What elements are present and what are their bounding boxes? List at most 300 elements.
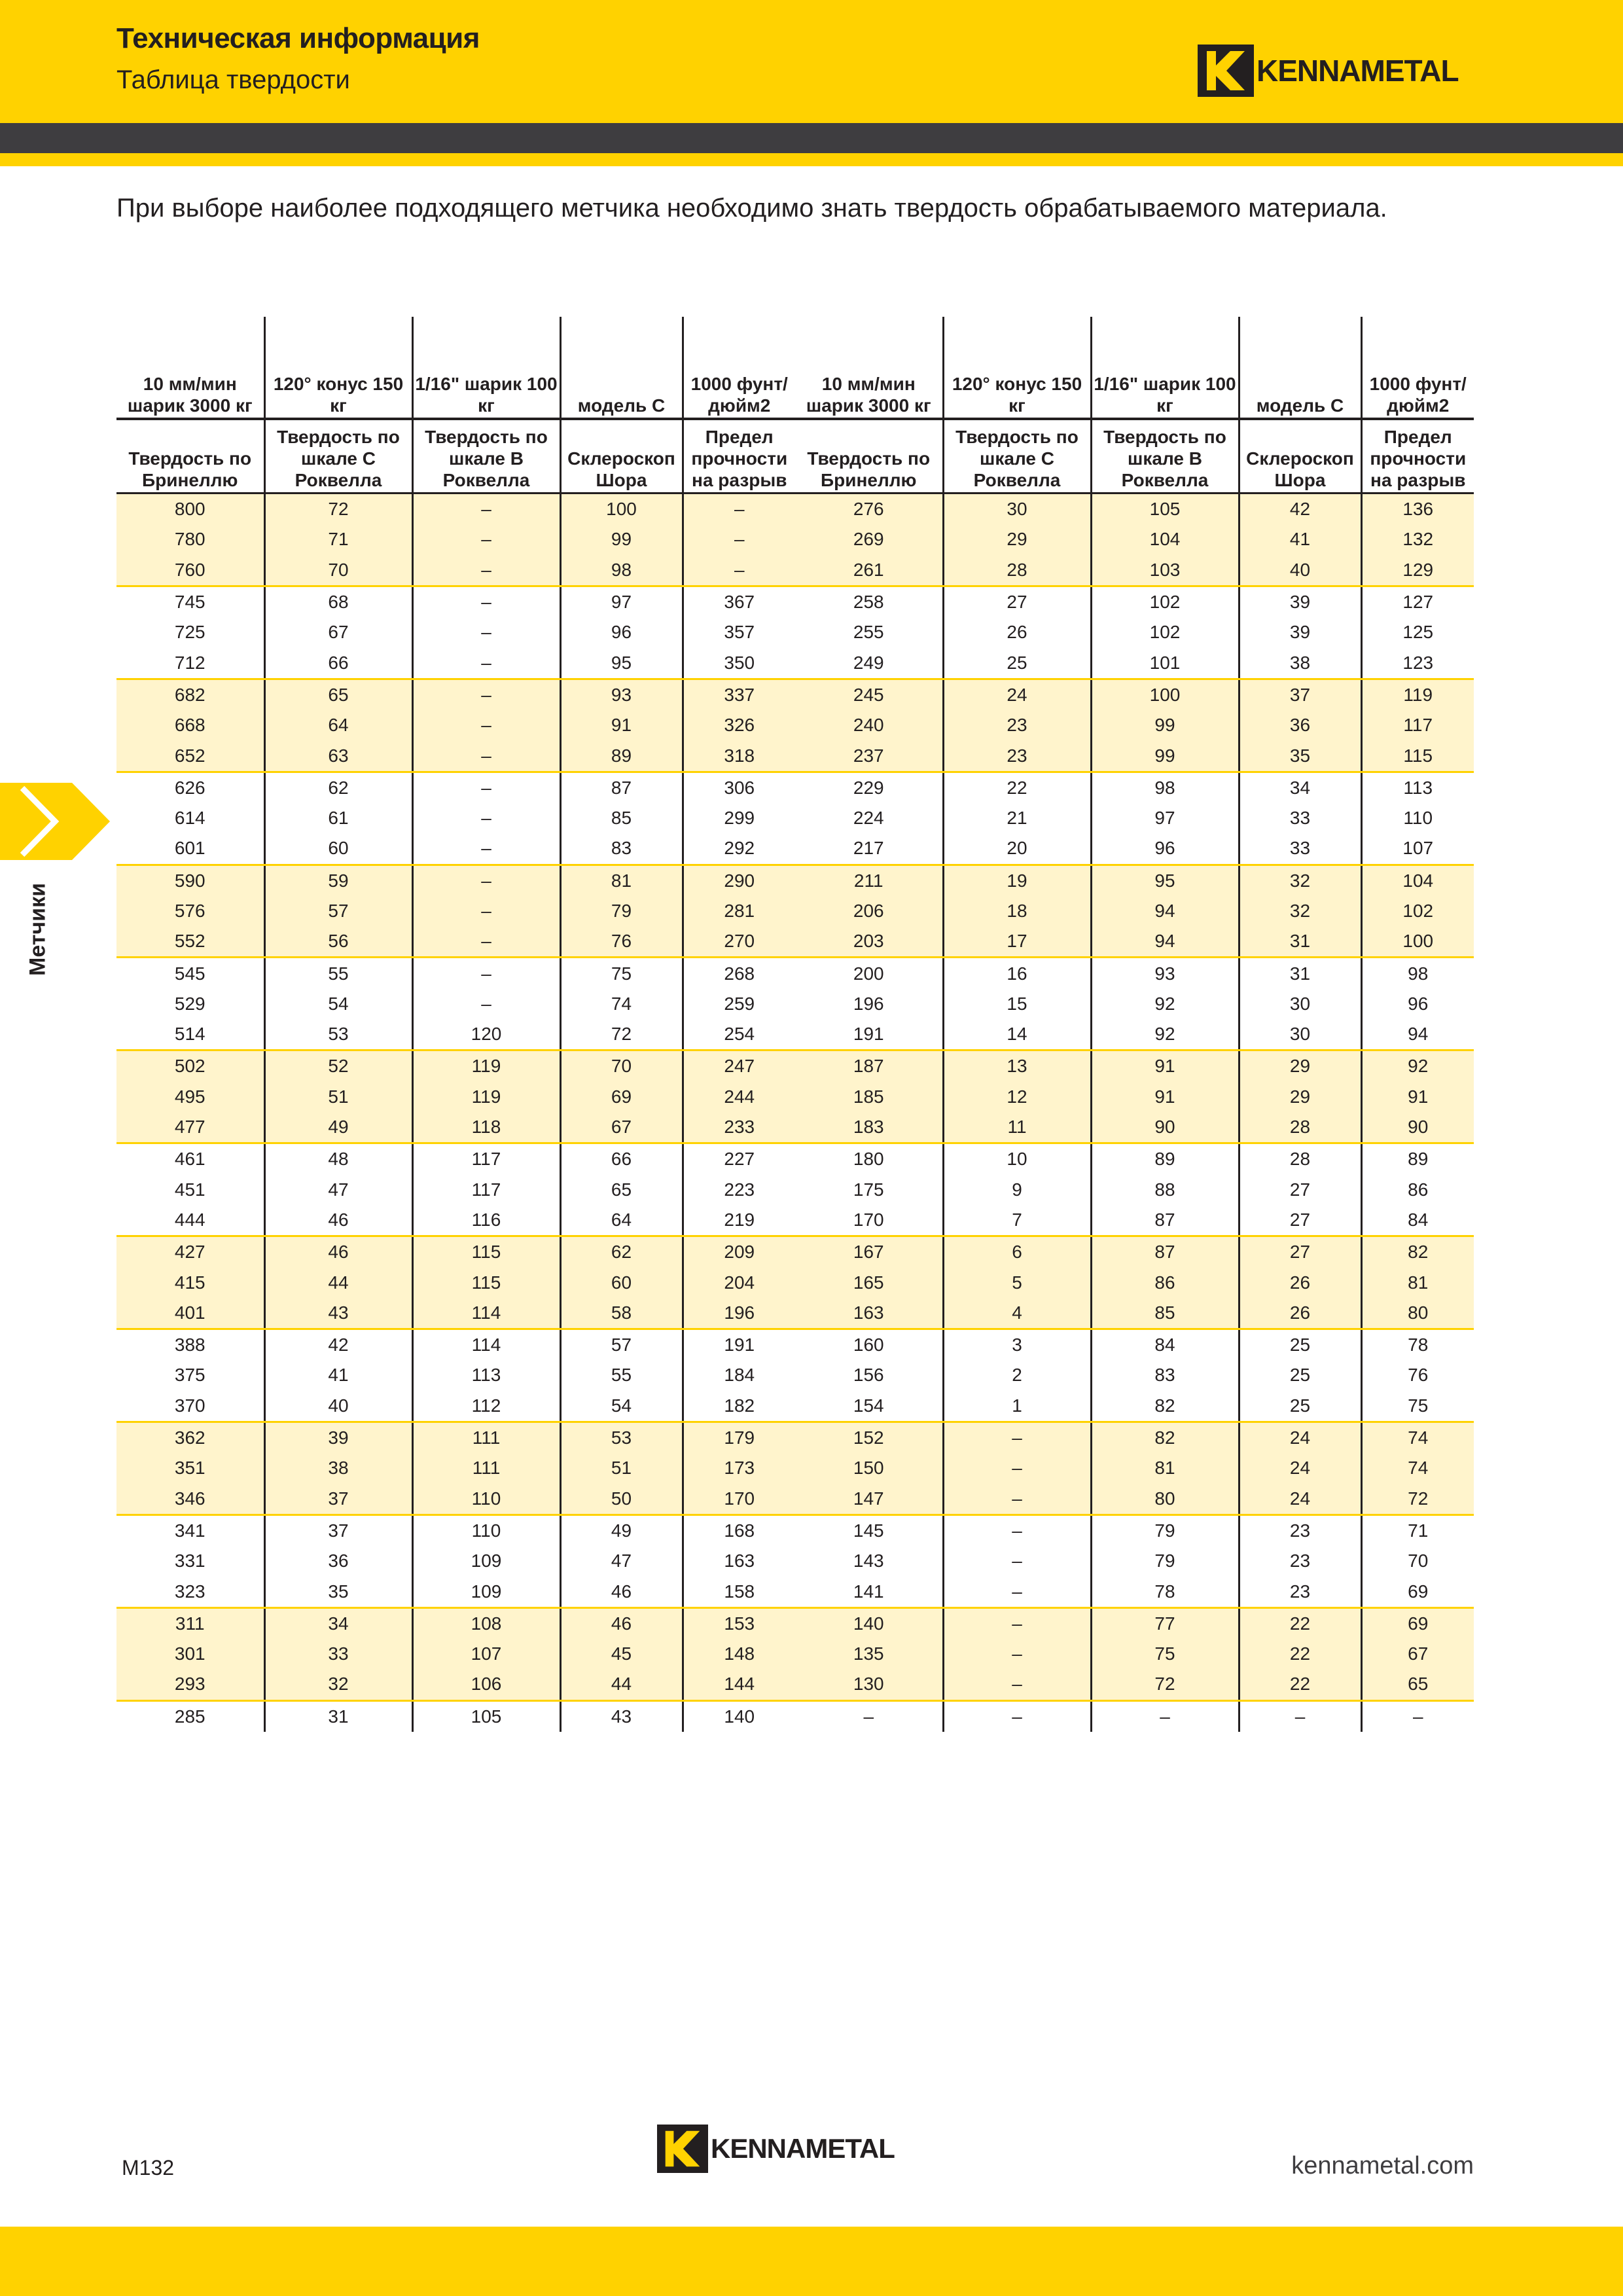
table-cell: – (412, 740, 560, 772)
table-cell: 82 (1091, 1422, 1239, 1453)
table-cell: 276 (795, 493, 943, 525)
table-cell: 427 (116, 1236, 264, 1268)
table-cell: 116 (412, 1205, 560, 1236)
table-cell: 78 (1091, 1576, 1239, 1607)
table-cell: 108 (412, 1607, 560, 1639)
table-row (116, 1669, 1474, 1700)
table-row (116, 1298, 1474, 1329)
table-cell: 33 (264, 1639, 412, 1669)
table-cell: 104 (1091, 524, 1239, 554)
table-cell: – (412, 493, 560, 525)
table-cell: 52 (264, 1050, 412, 1082)
table-cell: 306 (724, 777, 755, 798)
table-cell: 22 (1239, 1639, 1361, 1669)
table-row (116, 1607, 1474, 1639)
table-cell: 219 (683, 1205, 795, 1236)
table-cell: 111 (412, 1453, 560, 1483)
table-cell: – (683, 555, 795, 586)
table-cell: 119 (412, 1082, 560, 1112)
table-cell: 99 (1091, 740, 1239, 772)
table-cell: 229 (795, 772, 943, 803)
table-cell: 158 (683, 1576, 795, 1607)
table-cell: – (1091, 1700, 1239, 1732)
table-cell: 290 (683, 865, 795, 896)
side-tab-label: Метчики (25, 883, 50, 976)
table-cell: 299 (724, 808, 755, 829)
table-cell: 83 (560, 833, 683, 865)
table-cell: 258 (795, 586, 943, 617)
table-cell: 53 (264, 1019, 412, 1050)
table-cell: 576 (116, 896, 264, 926)
table-cell: 143 (795, 1546, 943, 1576)
column-scale-header: Твердость по шкале C Роквелла (943, 419, 1091, 493)
table-cell: 22 (1239, 1607, 1361, 1639)
table-cell: 105 (412, 1700, 560, 1732)
table-cell: 66 (264, 647, 412, 679)
table-cell: 135 (795, 1639, 943, 1669)
table-cell: 89 (1408, 1149, 1429, 1170)
table-cell: 24 (943, 679, 1091, 710)
table-cell: 62 (560, 1236, 683, 1268)
table-cell: 1 (943, 1391, 1091, 1422)
table-cell: 25 (1239, 1329, 1361, 1361)
table-cell: 119 (1361, 679, 1474, 710)
table-cell: 28 (1239, 1112, 1361, 1143)
table-cell: 11 (943, 1112, 1091, 1143)
table-cell: – (412, 617, 560, 647)
table-cell: 123 (1361, 647, 1474, 679)
table-cell: 203 (795, 926, 943, 958)
table-cell: 163 (795, 1298, 943, 1329)
table-row (116, 617, 1474, 647)
table-cell: 35 (1239, 740, 1361, 772)
table-cell: 156 (795, 1360, 943, 1390)
table-cell: 46 (560, 1607, 683, 1639)
table-cell: – (943, 1515, 1091, 1546)
kennametal-footer-logo (657, 2125, 895, 2173)
table-cell: 130 (795, 1669, 943, 1700)
table-cell: 495 (116, 1082, 264, 1112)
table-cell: 82 (1091, 1391, 1239, 1422)
table-cell: 83 (1091, 1360, 1239, 1390)
table-cell: 102 (1091, 617, 1239, 647)
table-cell: 92 (1091, 1019, 1239, 1050)
table-cell: 98 (1091, 772, 1239, 803)
table-cell: 254 (683, 1019, 795, 1050)
table-cell: 33 (1239, 803, 1361, 833)
table-cell: 44 (264, 1267, 412, 1297)
table-cell: 150 (795, 1453, 943, 1483)
table-cell: 204 (683, 1267, 795, 1297)
table-cell: 84 (1091, 1329, 1239, 1361)
table-cell: 44 (560, 1669, 683, 1700)
table-cell: 90 (1361, 1112, 1474, 1143)
table-row (116, 1391, 1474, 1422)
table-cell: 160 (795, 1329, 943, 1361)
table-cell: 39 (264, 1422, 412, 1453)
table-cell: 27 (1239, 1205, 1361, 1236)
table-cell: 249 (795, 647, 943, 679)
table-cell: 144 (683, 1669, 795, 1700)
table-cell: 18 (943, 896, 1091, 926)
table-cell: 115 (412, 1267, 560, 1297)
table-cell: 96 (560, 617, 683, 647)
table-cell: – (943, 1700, 1091, 1732)
table-cell: 113 (412, 1360, 560, 1390)
table-cell: 54 (264, 989, 412, 1019)
table-cell: 370 (116, 1391, 264, 1422)
table-cell: 84 (1361, 1205, 1474, 1236)
table-cell: 25 (1239, 1360, 1361, 1390)
table-cell: 76 (560, 926, 683, 958)
table-cell: 101 (1091, 647, 1239, 679)
table-row (116, 1484, 1474, 1515)
table-cell: 39 (1239, 586, 1361, 617)
table-cell: – (943, 1576, 1091, 1607)
table-cell: 34 (1239, 772, 1361, 803)
table-cell: 97 (560, 586, 683, 617)
table-cell: 293 (116, 1669, 264, 1700)
table-cell: 100 (560, 493, 683, 525)
table-cell: 185 (795, 1082, 943, 1112)
column-unit-header: 10 мм/мин шарик 3000 кг (795, 317, 943, 419)
table-cell: 91 (1091, 1082, 1239, 1112)
table-cell: 105 (1091, 493, 1239, 525)
table-cell: 96 (1408, 993, 1429, 1014)
table-cell: 22 (1239, 1669, 1361, 1700)
table-cell: 74 (1361, 1422, 1474, 1453)
table-cell: 43 (560, 1700, 683, 1732)
table-cell: 29 (1239, 1082, 1361, 1112)
table-cell: 81 (1091, 1453, 1239, 1483)
table-cell: 196 (795, 989, 943, 1019)
table-cell: 69 (1361, 1576, 1474, 1607)
table-cell: 401 (116, 1298, 264, 1329)
table-cell: 94 (1091, 926, 1239, 958)
table-cell: 81 (560, 865, 683, 896)
table-cell: 100 (1361, 926, 1474, 958)
column-scale-header: Склероскоп Шора (560, 419, 683, 493)
table-cell: 65 (1361, 1669, 1474, 1700)
page-number: M132 (122, 2156, 175, 2179)
table-cell: 49 (560, 1515, 683, 1546)
table-cell: 37 (1239, 679, 1361, 710)
table-cell: 79 (1091, 1546, 1239, 1576)
table-cell: 451 (116, 1175, 264, 1205)
table-cell: 37 (264, 1484, 412, 1515)
table-cell: 59 (264, 865, 412, 896)
table-cell: 233 (683, 1112, 795, 1143)
table-cell: 39 (1239, 617, 1361, 647)
table-cell: 23 (943, 740, 1091, 772)
table-cell: 72 (560, 1019, 683, 1050)
column-unit-header: 1/16" шарик 100 кг (1091, 317, 1239, 419)
table-cell: 90 (1091, 1112, 1239, 1143)
table-cell: – (412, 803, 560, 833)
column-unit-header: модель C (1239, 317, 1361, 419)
table-cell: 112 (412, 1391, 560, 1422)
table-cell: 87 (1091, 1205, 1239, 1236)
table-cell: 780 (116, 524, 264, 554)
table-cell: 64 (560, 1205, 683, 1236)
table-cell: – (412, 647, 560, 679)
table-cell: 42 (264, 1329, 412, 1361)
table-row (116, 647, 1474, 679)
table-cell: 415 (116, 1267, 264, 1297)
table-cell: 318 (683, 740, 795, 772)
table-cell: 30 (1239, 989, 1361, 1019)
table-cell: 37 (264, 1515, 412, 1546)
table-cell: 120 (412, 1019, 560, 1050)
table-cell: 682 (116, 679, 264, 710)
table-cell: 23 (1239, 1546, 1361, 1576)
table-cell: 89 (1091, 1143, 1239, 1175)
table-cell: 21 (943, 803, 1091, 833)
column-scale-header: Твердость по шкале B Роквелла (1091, 419, 1239, 493)
table-cell: 80 (1091, 1484, 1239, 1515)
table-cell: 62 (264, 772, 412, 803)
table-cell: 28 (943, 555, 1091, 586)
table-cell: – (412, 772, 560, 803)
table-cell: 180 (795, 1143, 943, 1175)
table-cell: 91 (1361, 1082, 1474, 1112)
table-cell: 153 (683, 1607, 795, 1639)
table-cell: 25 (1239, 1391, 1361, 1422)
table-cell: 81 (1361, 1267, 1474, 1297)
table-cell: 72 (1361, 1484, 1474, 1515)
website-link[interactable]: kennametal.com (1291, 2152, 1474, 2179)
table-cell: 444 (116, 1205, 264, 1236)
table-cell: 32 (1239, 865, 1361, 896)
table-cell: 22 (943, 772, 1091, 803)
table-cell: 77 (1091, 1607, 1239, 1639)
table-cell: 545 (116, 958, 264, 989)
chevron-right-icon (0, 783, 111, 860)
table-row (116, 493, 1474, 525)
table-cell: – (1239, 1700, 1361, 1732)
table-cell: 104 (1361, 865, 1474, 896)
table-cell: 70 (264, 555, 412, 586)
table-cell: 96 (1091, 833, 1239, 865)
table-cell: 552 (116, 926, 264, 958)
table-cell: – (683, 524, 795, 554)
table-cell: 209 (683, 1236, 795, 1268)
table-cell: 3 (943, 1329, 1091, 1361)
table-cell: 341 (116, 1515, 264, 1546)
table-cell: 102 (1091, 586, 1239, 617)
table-cell: 357 (724, 622, 755, 643)
table-cell: 32 (1239, 896, 1361, 926)
table-cell: 95 (560, 647, 683, 679)
table-cell: 50 (560, 1484, 683, 1515)
table-cell: – (1412, 1706, 1423, 1727)
table-cell: 261 (795, 555, 943, 586)
table-cell: 23 (1239, 1576, 1361, 1607)
table-cell: 259 (724, 993, 755, 1014)
table-cell: 40 (1239, 555, 1361, 586)
table-cell: 51 (560, 1453, 683, 1483)
table-cell: 85 (560, 803, 683, 833)
table-cell: 26 (1239, 1267, 1361, 1297)
table-cell: 55 (264, 958, 412, 989)
brand-wordmark: KENNAMETAL (711, 2133, 895, 2164)
table-cell: 27 (1239, 1236, 1361, 1268)
table-cell: 41 (1239, 524, 1361, 554)
table-row (116, 926, 1474, 958)
table-row (116, 989, 1474, 1019)
table-cell: 72 (1091, 1669, 1239, 1700)
table-cell: 45 (560, 1639, 683, 1669)
table-cell: 211 (795, 865, 943, 896)
table-cell: 170 (683, 1484, 795, 1515)
table-cell: 119 (412, 1050, 560, 1082)
table-cell: 92 (1091, 989, 1239, 1019)
table-cell: 57 (560, 1329, 683, 1361)
table-cell: – (412, 555, 560, 586)
table-cell: 92 (1361, 1050, 1474, 1082)
table-cell: 94 (1361, 1019, 1474, 1050)
table-cell: 114 (412, 1298, 560, 1329)
table-cell: 292 (683, 833, 795, 865)
table-cell: 5 (943, 1267, 1091, 1297)
table-cell: 97 (1091, 803, 1239, 833)
kennametal-logo (1198, 45, 1459, 97)
column-scale-header: Предел прочности на разрыв (1361, 419, 1474, 493)
column-scale-header: Твердость по шкале B Роквелла (412, 419, 560, 493)
table-cell: 100 (1091, 679, 1239, 710)
table-cell: 337 (683, 679, 795, 710)
table-row (116, 710, 1474, 740)
column-unit-header: 120° конус 150 кг (264, 317, 412, 419)
table-cell: 244 (683, 1082, 795, 1112)
table-cell: 285 (116, 1700, 264, 1732)
k-logo-icon (1198, 45, 1254, 97)
table-cell: 56 (264, 926, 412, 958)
table-row (116, 1515, 1474, 1546)
table-cell: – (412, 958, 560, 989)
table-cell: 268 (724, 963, 755, 984)
column-scale-header: Твердость по Бринеллю (795, 419, 943, 493)
table-row (116, 1236, 1474, 1268)
table-cell: 147 (795, 1484, 943, 1515)
table-cell: 35 (264, 1576, 412, 1607)
table-cell: 182 (683, 1391, 795, 1422)
table-cell: 98 (560, 555, 683, 586)
table-cell: 145 (795, 1515, 943, 1546)
table-cell: 117 (412, 1143, 560, 1175)
table-cell: 191 (795, 1019, 943, 1050)
table-cell: 4 (943, 1298, 1091, 1329)
table-row (116, 1422, 1474, 1453)
table-cell: 24 (1239, 1484, 1361, 1515)
table-cell: 68 (264, 586, 412, 617)
table-cell: 47 (560, 1546, 683, 1576)
table-cell: – (943, 1484, 1091, 1515)
table-cell: 477 (116, 1112, 264, 1143)
table-cell: – (943, 1422, 1091, 1453)
brand-wordmark: KENNAMETAL (1257, 54, 1459, 88)
table-cell: 173 (683, 1453, 795, 1483)
table-cell: 725 (116, 617, 264, 647)
table-cell: 103 (1091, 555, 1239, 586)
table-cell: 206 (795, 896, 943, 926)
table-cell: – (412, 896, 560, 926)
table-row (116, 1700, 1474, 1732)
table-cell: 148 (683, 1639, 795, 1669)
table-cell: 270 (683, 926, 795, 958)
table-cell: 89 (560, 740, 683, 772)
table-row (116, 740, 1474, 772)
table-cell: 46 (264, 1236, 412, 1268)
table-cell: 117 (1361, 710, 1474, 740)
table-row (116, 1112, 1474, 1143)
table-cell: – (943, 1607, 1091, 1639)
table-cell: 46 (560, 1576, 683, 1607)
table-cell: 175 (795, 1175, 943, 1205)
table-cell: 367 (724, 592, 755, 613)
table-row (116, 679, 1474, 710)
table-cell: 93 (1091, 958, 1239, 989)
table-cell: 41 (264, 1360, 412, 1390)
table-cell: 179 (683, 1422, 795, 1453)
table-cell: 88 (1091, 1175, 1239, 1205)
table-cell: 34 (264, 1607, 412, 1639)
table-cell: 346 (116, 1484, 264, 1515)
table-cell: 129 (1361, 555, 1474, 586)
table-cell: 15 (943, 989, 1091, 1019)
table-cell: 57 (264, 896, 412, 926)
table-cell: 110 (1403, 808, 1433, 829)
table-cell: – (943, 1453, 1091, 1483)
table-cell: 26 (1239, 1298, 1361, 1329)
table-cell: 25 (943, 647, 1091, 679)
table-cell: 64 (264, 710, 412, 740)
table-cell: 200 (795, 958, 943, 989)
column-unit-header: 1000 фунт/ дюйм2 (1361, 317, 1474, 419)
table-cell: 67 (264, 617, 412, 647)
table-cell: 31 (1239, 926, 1361, 958)
column-unit-header: 1/16" шарик 100 кг (412, 317, 560, 419)
table-cell: 30 (1239, 1019, 1361, 1050)
table-cell: – (412, 586, 560, 617)
table-cell: 61 (264, 803, 412, 833)
table-cell: 109 (412, 1576, 560, 1607)
table-row (116, 1019, 1474, 1050)
table-cell: 63 (264, 740, 412, 772)
table-cell: 19 (943, 865, 1091, 896)
table-cell: 154 (795, 1391, 943, 1422)
table-cell: 85 (1091, 1298, 1239, 1329)
table-row (116, 1329, 1474, 1361)
table-row (116, 1050, 1474, 1082)
table-cell: 42 (1239, 493, 1361, 525)
table-cell: 106 (412, 1669, 560, 1700)
table-row (116, 865, 1474, 896)
table-cell: 110 (412, 1484, 560, 1515)
table-cell: 78 (1408, 1335, 1429, 1355)
table-cell: 237 (795, 740, 943, 772)
intro-text: При выборе наиболее подходящего метчика необходимо знать твердость обрабатываемого материала. (116, 194, 1387, 223)
table-cell: 79 (1091, 1515, 1239, 1546)
table-cell: 51 (264, 1082, 412, 1112)
table-cell: 224 (795, 803, 943, 833)
table-row (116, 1360, 1474, 1390)
table-cell: 800 (116, 493, 264, 525)
table-cell: 53 (560, 1422, 683, 1453)
header-band (0, 123, 1623, 153)
table-cell: 7 (943, 1205, 1091, 1236)
table-cell: 165 (795, 1267, 943, 1297)
